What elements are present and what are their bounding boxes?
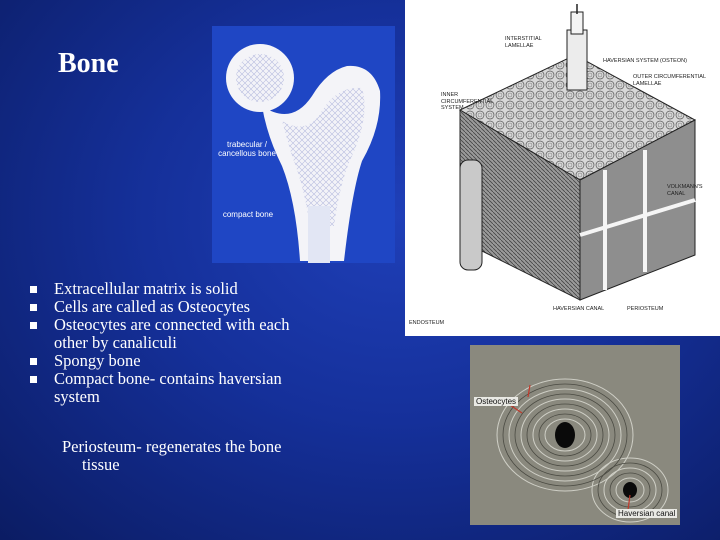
bullet-item xyxy=(30,316,360,352)
square-bullet-icon xyxy=(30,286,37,293)
periosteum-note-line2: tissue xyxy=(82,455,120,474)
square-bullet-icon xyxy=(30,322,37,329)
bullet-text-cont: system xyxy=(54,387,100,406)
trabecular-bone-label: trabecular / cancellous bone xyxy=(218,140,276,158)
bone-micrograph xyxy=(470,345,680,525)
compact-bone-label: compact bone xyxy=(222,210,274,219)
bullet-text: Spongy bone xyxy=(54,351,141,370)
haversian-canal-label: HAVERSIAN CANAL xyxy=(553,306,605,312)
square-bullet-icon xyxy=(30,304,37,311)
square-bullet-icon xyxy=(30,376,37,383)
slide-title: Bone xyxy=(58,48,119,79)
osteocytes-label: Osteocytes xyxy=(476,397,517,406)
outer-lamellae-label: OUTER CIRCUMFERENTIAL LAMELLAE xyxy=(633,74,706,87)
periosteum-label: PERIOSTEUM xyxy=(627,306,664,312)
bullet-item xyxy=(30,298,360,316)
bullet-list xyxy=(30,280,360,406)
haversian-system-diagram xyxy=(405,0,720,336)
bullet-item xyxy=(30,370,360,406)
volkmann-canal-label: VOLKMANN'S CANAL xyxy=(667,184,703,197)
bullet-text: Cells are called as Osteocytes xyxy=(54,297,251,316)
periosteum-note-line1: Periosteum- regenerates the bone xyxy=(62,437,282,456)
square-bullet-icon xyxy=(30,358,37,365)
inner-system-label: INNER CIRCUMFERENTIAL SYSTEM xyxy=(441,92,494,111)
haversian-canal-micro-label: Haversian canal xyxy=(618,509,676,518)
bullet-text: Compact bone- contains haversian xyxy=(54,369,282,388)
interstitial-lamellae-label: INTERSTITIAL LAMELLAE xyxy=(505,36,542,49)
bullet-text: Osteocytes are connected with each xyxy=(54,315,290,334)
bullet-item xyxy=(30,280,360,298)
periosteum-note xyxy=(62,438,352,474)
endosteum-label: ENDOSTEUM xyxy=(409,320,445,326)
bullet-text-cont: other by canaliculi xyxy=(54,333,177,352)
bullet-item xyxy=(30,352,360,370)
haversian-system-label: HAVERSIAN SYSTEM (OSTEON) xyxy=(603,58,687,64)
bullet-text: Extracellular matrix is solid xyxy=(54,279,238,298)
